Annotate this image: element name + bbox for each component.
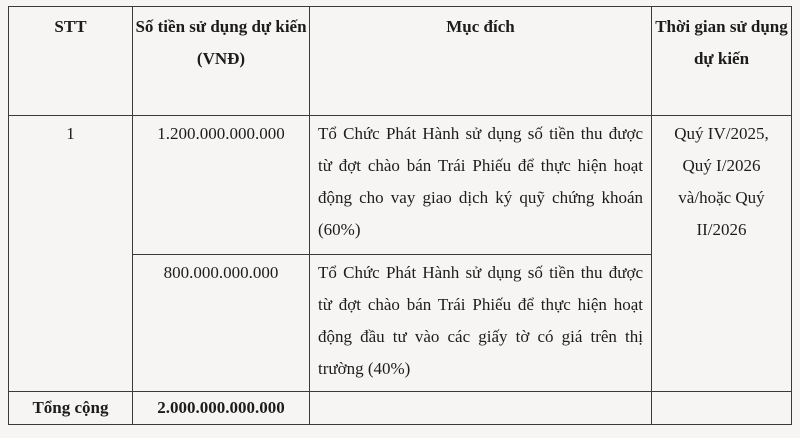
amount-cell: 1.200.000.000.000 [133, 116, 310, 255]
time-cell: Quý IV/2025, Quý I/2026 và/hoặc Quý II/2026 [652, 116, 792, 392]
total-row [9, 392, 792, 425]
header-stt: STT [9, 7, 133, 116]
stt-cell: 1 [9, 116, 133, 392]
purpose-cell: Tổ Chức Phát Hành sử dụng số tiền thu được từ đợt chào bán Trái Phiếu để thực hiện hoạt động đầu tư vào các giấy tờ có giá trên thị trường (40%) [310, 255, 652, 392]
header-time: Thời gian sử dụng dự kiến [652, 7, 792, 116]
total-label: Tổng cộng [9, 392, 133, 425]
total-value: 2.000.000.000.000 [133, 392, 310, 425]
empty-cell [310, 392, 652, 425]
capital-usage-table [8, 6, 792, 425]
header-purpose: Mục đích [310, 7, 652, 116]
table-row [9, 116, 792, 255]
header-amount: Số tiền sử dụng dự kiến (VNĐ) [133, 7, 310, 116]
amount-cell: 800.000.000.000 [133, 255, 310, 392]
empty-cell [652, 392, 792, 425]
purpose-cell: Tổ Chức Phát Hành sử dụng số tiền thu được từ đợt chào bán Trái Phiếu để thực hiện hoạt động cho vay giao dịch ký quỹ chứng khoán (60%) [310, 116, 652, 255]
header-row [9, 7, 792, 116]
